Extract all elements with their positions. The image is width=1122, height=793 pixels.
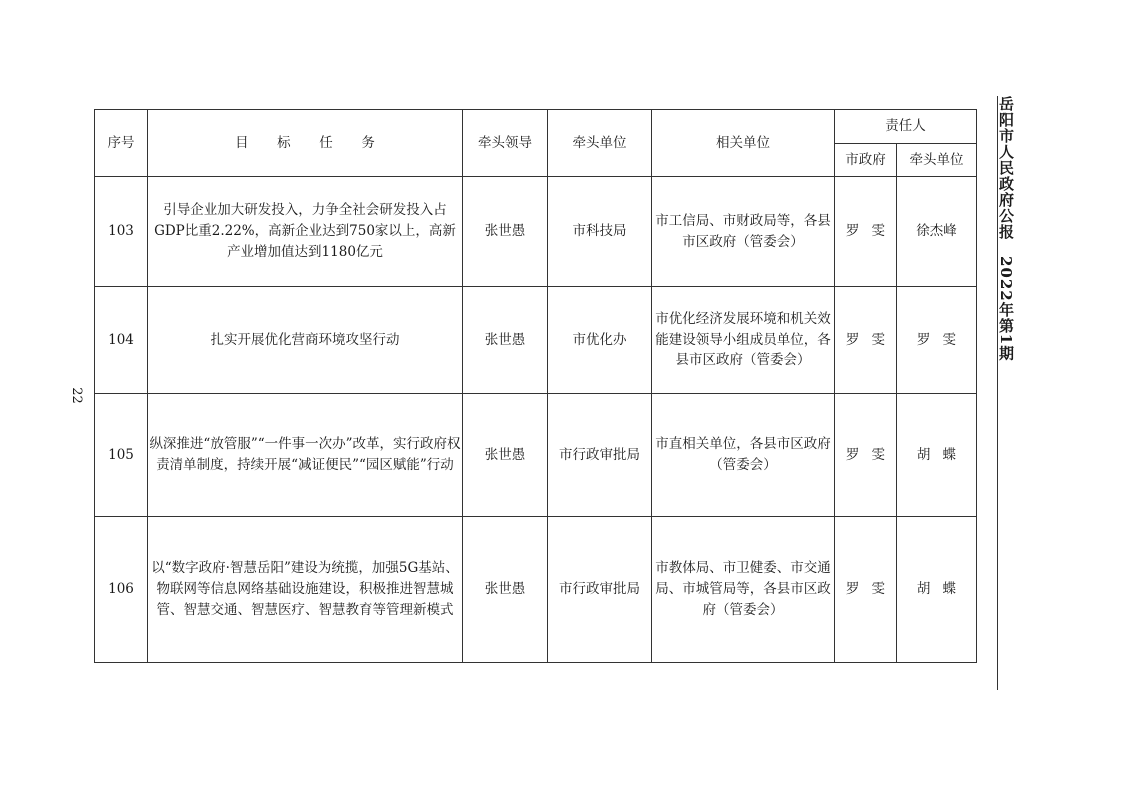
header-task-label: 目 标 任 务 bbox=[235, 134, 388, 151]
row-lead-leader: 张世愚 bbox=[463, 517, 548, 663]
header-task bbox=[148, 110, 463, 177]
row-resp-gov bbox=[835, 517, 897, 663]
row-resp-gov bbox=[835, 177, 897, 287]
row-lead-unit: 市行政审批局 bbox=[548, 394, 652, 517]
row-lead-unit: 市行政审批局 bbox=[548, 517, 652, 663]
row-resp-unit: 徐杰峰 bbox=[897, 177, 977, 287]
row-lead-leader: 张世愚 bbox=[463, 394, 548, 517]
header-lead-leader: 牵头领导 bbox=[463, 110, 548, 177]
publication-header: 岳阳市人民政府公报 2022年第1期 bbox=[997, 96, 1015, 362]
row-lead-unit: 市科技局 bbox=[548, 177, 652, 287]
table-row bbox=[95, 517, 977, 663]
header-responsible: 责任人 bbox=[835, 110, 977, 144]
row-resp-gov bbox=[835, 394, 897, 517]
resp-unit-name: 胡蝶 bbox=[916, 446, 969, 463]
row-related: 市教体局、市卫健委、市交通局、市城管局等，各县市区政府（管委会） bbox=[652, 517, 835, 663]
row-lead-leader: 张世愚 bbox=[463, 177, 548, 287]
row-lead-unit: 市优化办 bbox=[548, 287, 652, 394]
header-lead-unit: 牵头单位 bbox=[548, 110, 652, 177]
task-table bbox=[94, 109, 977, 663]
row-resp-unit bbox=[897, 517, 977, 663]
resp-unit-name: 罗雯 bbox=[916, 331, 969, 348]
row-related: 市直相关单位，各县市区政府（管委会） bbox=[652, 394, 835, 517]
row-index: 105 bbox=[95, 394, 148, 517]
row-index: 104 bbox=[95, 287, 148, 394]
row-task: 以“数字政府·智慧岳阳”建设为统揽，加强5G基站、物联网等信息网络基础设施建设，积极推进智慧城管、智慧交通、智慧医疗、智慧教育等管理新模式 bbox=[148, 517, 463, 663]
row-lead-leader: 张世愚 bbox=[463, 287, 548, 394]
row-index: 103 bbox=[95, 177, 148, 287]
resp-gov-name: 罗雯 bbox=[845, 581, 898, 598]
row-task: 引导企业加大研发投入，力争全社会研发投入占GDP比重2.22%，高新企业达到750家以上，高新产业增加值达到1180亿元 bbox=[148, 177, 463, 287]
table-row bbox=[95, 287, 977, 394]
resp-gov-name: 罗雯 bbox=[845, 331, 898, 348]
row-related: 市优化经济发展环境和机关效能建设领导小组成员单位，各县市区政府（管委会） bbox=[652, 287, 835, 394]
header-related: 相关单位 bbox=[652, 110, 835, 177]
resp-gov-name: 罗雯 bbox=[845, 223, 898, 240]
row-task: 纵深推进“放管服”“一件事一次办”改革，实行政府权责清单制度，持续开展“减证便民”“园区赋能”行动 bbox=[148, 394, 463, 517]
page-number: 22 bbox=[68, 387, 84, 404]
header-resp-gov: 市政府 bbox=[835, 144, 897, 177]
row-resp-unit bbox=[897, 394, 977, 517]
resp-gov-name: 罗雯 bbox=[845, 446, 898, 463]
resp-unit-name: 胡蝶 bbox=[916, 581, 969, 598]
header-row bbox=[95, 110, 977, 144]
row-task: 扎实开展优化营商环境攻坚行动 bbox=[148, 287, 463, 394]
row-resp-gov bbox=[835, 287, 897, 394]
table-row bbox=[95, 177, 977, 287]
row-index: 106 bbox=[95, 517, 148, 663]
table-row bbox=[95, 394, 977, 517]
header-resp-unit: 牵头单位 bbox=[897, 144, 977, 177]
row-related: 市工信局、市财政局等，各县市区政府（管委会） bbox=[652, 177, 835, 287]
header-index: 序号 bbox=[95, 110, 148, 177]
row-resp-unit bbox=[897, 287, 977, 394]
